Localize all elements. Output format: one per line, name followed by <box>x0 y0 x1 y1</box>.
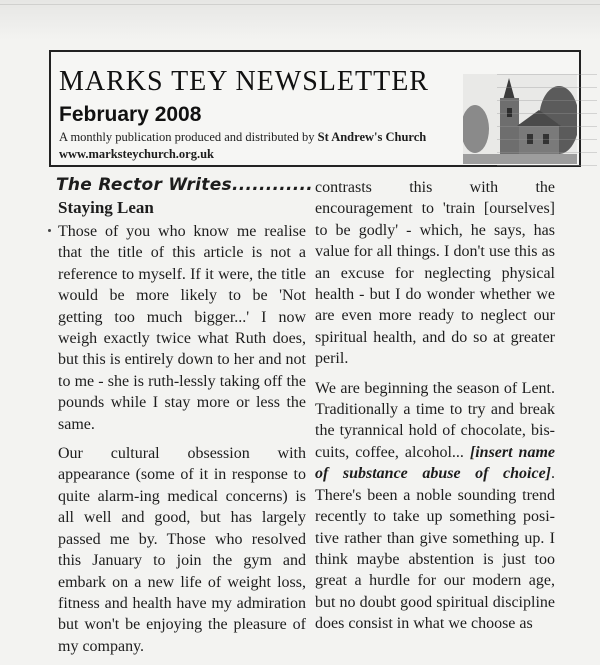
show-through-text <box>497 74 597 178</box>
issue-date: February 2008 <box>59 103 202 126</box>
website-url: www.marksteychurch.org.uk <box>59 147 214 161</box>
page-edge-rule <box>0 4 600 5</box>
right-paragraph-2 <box>315 378 555 635</box>
left-paragraph-1: Those of you who know me realise that the title of this article is not a reference to myself. If it were, the title would be more likely to be 'Not getting too much bigger...' I now weigh exactly twice what Ruth does, but this is entirely down to her and not to me - she is ruth-lessly taking off the pounds while I stay more or less the same. <box>58 223 306 433</box>
right-paragraph-2-end: . There's been a noble sounding trend recently to take up something posi-tive rather than give something up. I think maybe abstention is just too great a hurdle for our modern age, but no doubt good spiritual discipline does consist in what we choose as <box>315 465 555 633</box>
tagline-church: St Andrew's Church <box>317 130 427 144</box>
masthead-tagline <box>59 130 426 145</box>
tagline-text: A monthly publication produced and distributed by <box>59 130 318 144</box>
right-paragraph-2-emphasis: [insert name of substance abuse of choice] <box>315 443 555 483</box>
article-title: Staying Lean <box>58 198 154 217</box>
bullet-dot <box>48 229 51 232</box>
right-paragraph-2-start: We are beginning the season of Lent. Traditionally a time to try and break the tyrannical hold of chocolate, bis-cuits, coffee, alcohol... <box>315 379 555 461</box>
newsletter-title: MARKS TEY NEWSLETTER <box>59 66 429 97</box>
page-bleed-top <box>0 0 600 40</box>
left-column <box>58 221 306 665</box>
section-heading: The Rector Writes............ <box>56 175 314 195</box>
right-column <box>315 177 555 643</box>
right-paragraph-1: contrasts this with the encouragement to 'train [ourselves] to be godly' - which, he says, has value for all things. I don't use this as an excuse for neglecting physical health - but I do wonder whether we are even more ready to neglect our spiritual health, and do so at greater peril. <box>315 179 555 368</box>
left-paragraph-2: Our cultural obsession with appearance (some of it in response to quite alarm-ing medical concerns) is all well and good, but has largely passed me by. Those who resolved this January to join the gym and embark on a new life of weight loss, fitness and health have my admiration but won't be enjoying the pleasure of my company. <box>58 445 306 655</box>
